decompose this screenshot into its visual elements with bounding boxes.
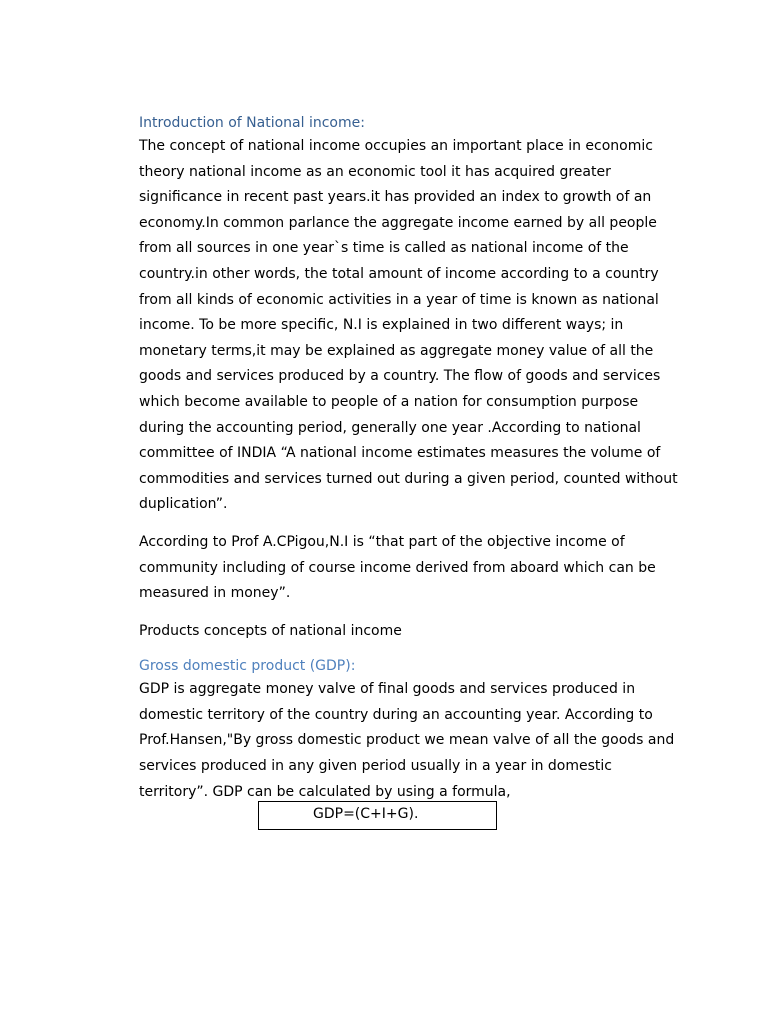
intro-paragraph — [139, 134, 743, 518]
text-line: Prof.Hansen,"By gross domestic product we mean valve of all the goods and — [139, 732, 675, 749]
document-page — [139, 113, 743, 805]
text-line: community including of course income derived from aboard which can be — [139, 559, 656, 576]
text-line: theory national income as an economic tool it has acquired greater — [139, 163, 611, 180]
gdp-formula-box: GDP=(C+I+G). — [258, 801, 497, 830]
products-paragraph: Products concepts of national income — [139, 622, 402, 639]
text-line: commodities and services turned out during a given period, counted without — [139, 470, 678, 487]
text-line: economy.In common parlance the aggregate income earned by all people — [139, 214, 657, 231]
text-line: duplication”. — [139, 496, 228, 513]
gdp-paragraph — [139, 677, 743, 805]
pigou-paragraph — [139, 530, 743, 607]
text-line: monetary terms,it may be explained as aggregate money value of all the — [139, 342, 654, 359]
gdp-heading: Gross domestic product (GDP): — [139, 658, 356, 675]
text-line: from all sources in one year`s time is called as national income of the — [139, 240, 629, 257]
text-line: significance in recent past years.it has provided an index to growth of an — [139, 189, 652, 206]
text-line: According to Prof A.CPigou,N.I is “that part of the objective income of — [139, 533, 625, 550]
text-line: during the accounting period, generally one year .According to national — [139, 419, 641, 436]
text-line: from all kinds of economic activities in a year of time is known as national — [139, 291, 659, 308]
text-line: domestic territory of the country during an accounting year. According to — [139, 706, 653, 723]
text-line: GDP is aggregate money valve of final goods and services produced in — [139, 681, 636, 698]
text-line: territory”. GDP can be calculated by using a formula, — [139, 783, 511, 800]
text-line: measured in money”. — [139, 585, 291, 602]
intro-heading: Introduction of National income: — [139, 115, 365, 131]
text-line: goods and services produced by a country. The flow of goods and services — [139, 368, 661, 385]
text-line: committee of INDIA “A national income estimates measures the volume of — [139, 445, 661, 462]
text-line: which become available to people of a nation for consumption purpose — [139, 393, 639, 410]
text-line: services produced in any given period usually in a year in domestic — [139, 758, 612, 775]
text-line: The concept of national income occupies an important place in economic — [139, 138, 653, 154]
text-line: country.in other words, the total amount of income according to a country — [139, 265, 659, 282]
text-line: income. To be more specific, N.I is explained in two different ways; in — [139, 317, 624, 334]
